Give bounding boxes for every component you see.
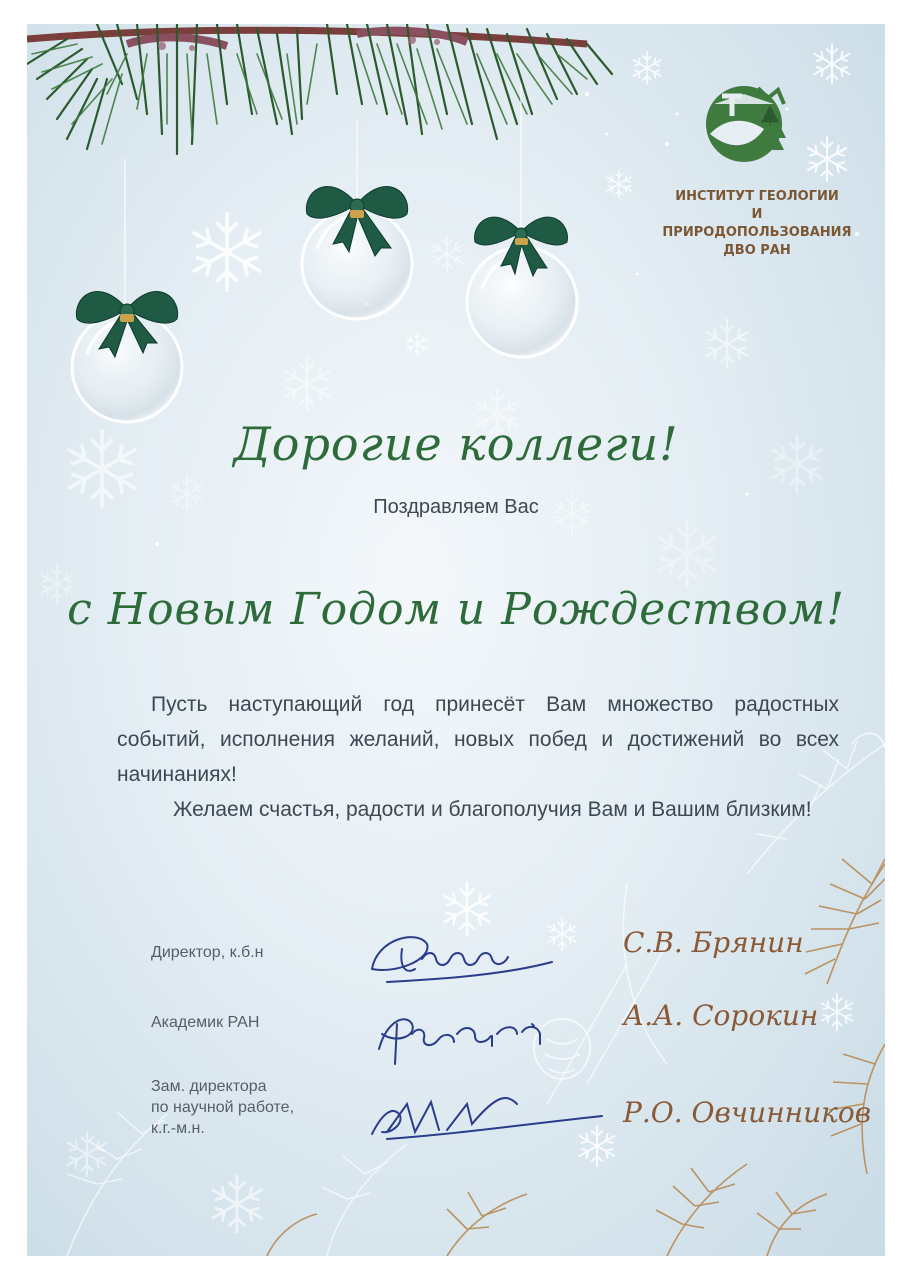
signature-role-director: Директор, к.б.н bbox=[151, 944, 264, 961]
signature-2-ink bbox=[379, 1019, 540, 1064]
signature-name-academician: А.А. Сорокин bbox=[623, 999, 819, 1032]
wish-paragraph-2: Желаем счастья, радости и благополучия Вам и Вашим близким! bbox=[173, 798, 812, 821]
institute-name-line-1: ИНСТИТУТ ГЕОЛОГИИ bbox=[675, 189, 839, 204]
greeting-heading: Дорогие коллеги! bbox=[233, 417, 679, 471]
ink-signatures bbox=[372, 937, 602, 1139]
greeting-card bbox=[27, 24, 885, 1256]
institute-name-line-2: И ПРИРОДОПОЛЬЗОВАНИЯ bbox=[662, 207, 852, 240]
institute-name-line-3: ДВО РАН bbox=[723, 243, 791, 258]
institute-name bbox=[657, 188, 857, 260]
fir-branch-icon bbox=[27, 24, 612, 154]
signature-role-deputy: Зам. директора по научной работе, к.г.-м.н. bbox=[151, 1078, 295, 1137]
signature-3-ink bbox=[372, 1098, 602, 1139]
intro-text: Поздравляем Вас bbox=[373, 496, 539, 518]
signature-role-academician: Академик РАН bbox=[151, 1014, 260, 1031]
signature-name-deputy: Р.О. Овчинников bbox=[623, 1096, 871, 1129]
institute-logo-icon bbox=[706, 86, 786, 162]
wish-paragraph-1: Пусть наступающий год принесёт Вам множество радостных событий, исполнения желаний, новых побед и достижений во всех начинаниях! bbox=[117, 693, 839, 786]
signature-1-ink bbox=[372, 937, 552, 982]
signature-name-director: С.В. Брянин bbox=[623, 926, 804, 959]
holiday-headline: с Новым Годом и Рождеством! bbox=[67, 584, 845, 635]
